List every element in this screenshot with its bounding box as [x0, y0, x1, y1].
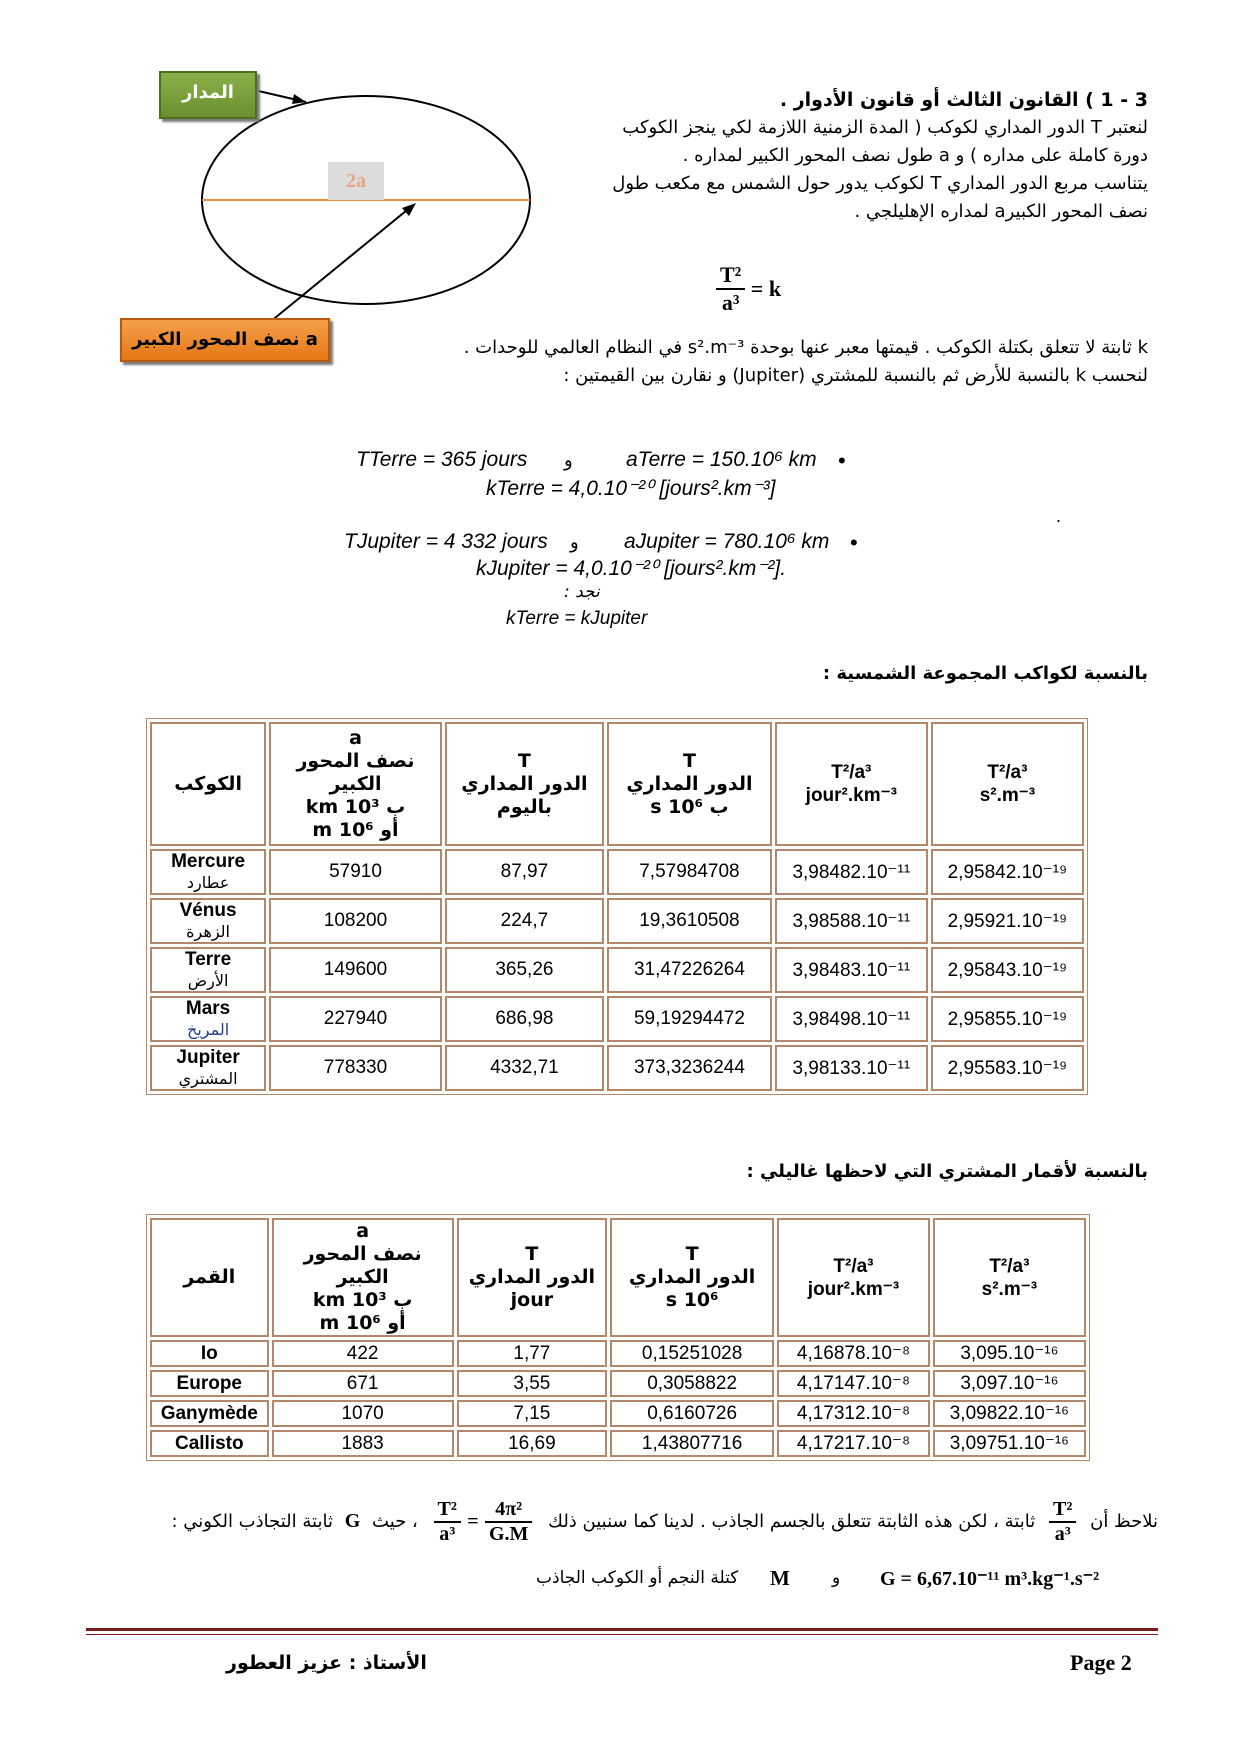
planet-T-days-cell: 686,98 — [445, 996, 604, 1042]
planet-name-cell — [150, 947, 266, 993]
conclusion-part1: نلاحظ أن — [1090, 1511, 1158, 1532]
planet-T-s-cell: 59,19294472 — [607, 996, 772, 1042]
col-ratio-days: T²/a³ jour².km⁻³ — [775, 722, 928, 846]
moon-row — [150, 1340, 1086, 1367]
bullet-2: • — [850, 530, 858, 555]
planet-a-cell: 778330 — [269, 1045, 442, 1091]
page-number: Page 2 — [1070, 1650, 1132, 1675]
planet-T-days-cell: 4332,71 — [445, 1045, 604, 1091]
stray-dot: . — [1056, 506, 1062, 526]
col-period-days: T الدور المداري باليوم — [445, 722, 604, 846]
formula-rhs-den: G.M — [488, 1523, 529, 1545]
major-axis-label: 2a — [328, 162, 384, 200]
moon-T-s-cell: 0,3058822 — [610, 1370, 774, 1397]
section-line-1: لنعتبر T الدور المداري لكوكب ( المدة الزمنية اللازمة لكي ينجز الكوكب — [622, 117, 1148, 138]
moon-name-cell: Ganymède — [150, 1400, 269, 1427]
conclusion-line — [120, 1498, 1158, 1546]
terre-period: TTerre = 365 jours — [356, 448, 528, 471]
col-moon-semi-axis: a نصف المحور الكبير ب 10³ km أو 10⁶ m — [272, 1218, 454, 1337]
conclusion-part2: ثابتة ، لكن هذه الثابتة تتعلق بالجسم الجاذب . لدينا كما سنبين ذلك — [548, 1511, 1036, 1532]
semi-axis-arrow-head — [402, 203, 416, 216]
planet-row — [150, 849, 1084, 895]
footer-rule-thick — [86, 1628, 1158, 1631]
moon-row — [150, 1430, 1086, 1457]
table2-heading: بالنسبة لأقمار المشتري التي لاحظها غاليلي : — [746, 1161, 1148, 1182]
moon-T-days-cell: 7,15 — [457, 1400, 607, 1427]
planet-name: Mercure — [171, 851, 246, 872]
g-value: G = 6,67.10⁻¹¹ m³.kg⁻¹.s⁻² — [880, 1568, 1100, 1590]
moons-table-body — [150, 1340, 1086, 1457]
moon-T-s-cell: 1,43807716 — [610, 1430, 774, 1457]
moon-name-cell: Io — [150, 1340, 269, 1367]
planet-name-ar: الأرض — [187, 971, 229, 990]
planet-name-ar: عطارد — [186, 873, 230, 892]
col-period-seconds: T الدور المداري ب 10⁶ s — [607, 722, 772, 846]
moon-T-days-cell: 16,69 — [457, 1430, 607, 1457]
semi-axis-arrow — [270, 206, 412, 322]
moon-T-days-cell: 1,77 — [457, 1340, 607, 1367]
col-moon-period-seconds: T الدور المداري 10⁶ s — [610, 1218, 774, 1337]
g-symbol: G — [344, 1510, 361, 1532]
planet-row — [150, 947, 1084, 993]
planet-T-days-cell: 365,26 — [445, 947, 604, 993]
planet-name: Terre — [185, 949, 232, 970]
moon-name-cell: Callisto — [150, 1430, 269, 1457]
section-title: 3 - 1 ) القانون الثالث أو قانون الأدوار . — [779, 89, 1148, 111]
k-description: k ثابتة لا تتعلق بكتلة الكوكب . قيمتها معبر عنها بوحدة s².m⁻³ في النظام العالمي للوحدات . — [463, 337, 1148, 358]
terre-semi-axis: aTerre = 150.10⁶ km — [626, 448, 817, 471]
planet-T-days-cell: 224,7 — [445, 898, 604, 944]
moon-r2-cell: 3,095.10⁻¹⁶ — [933, 1340, 1086, 1367]
mass-symbol: M — [770, 1566, 790, 1590]
formula-rhs-num: 4π² — [485, 1498, 532, 1523]
moon-r2-cell: 3,09822.10⁻¹⁶ — [933, 1400, 1086, 1427]
planet-name: Mars — [185, 998, 231, 1019]
third-law-formula — [716, 262, 781, 316]
gravitation-formula: $\frac{\text{T²}}{\text{a³}}$ = $\frac{\text{4π²}}{G.M}$ — [434, 1498, 533, 1546]
and-word-1: و — [564, 450, 573, 471]
planet-name-cell — [150, 996, 266, 1042]
we-find: نجد : — [564, 582, 600, 602]
planet-r1-cell: 3,98588.10⁻¹¹ — [775, 898, 928, 944]
footer-rule-thin — [86, 1634, 1158, 1635]
law-denominator: a³ — [721, 290, 740, 315]
planet-T-s-cell: 7,57984708 — [607, 849, 772, 895]
col-moon-period-days: T الدور المداري jour — [457, 1218, 607, 1337]
planet-r2-cell: 2,95583.10⁻¹⁹ — [931, 1045, 1084, 1091]
planet-r1-cell: 3,98482.10⁻¹¹ — [775, 849, 928, 895]
moon-r1-cell: 4,17217.10⁻⁸ — [777, 1430, 930, 1457]
planets-table — [146, 718, 1088, 1095]
jupiter-k: kJupiter = 4,0.10⁻²⁰ [jours².km⁻²]. — [476, 557, 787, 580]
jupiter-period: TJupiter = 4 332 jours — [344, 530, 548, 553]
moon-r2-cell: 3,09751.10⁻¹⁶ — [933, 1430, 1086, 1457]
moon-r1-cell: 4,17147.10⁻⁸ — [777, 1370, 930, 1397]
planet-name-ar: المريخ — [186, 1020, 230, 1039]
moon-row — [150, 1400, 1086, 1427]
table1-heading: بالنسبة لكواكب المجموعة الشمسية : — [822, 663, 1148, 684]
jupiter-semi-axis: aJupiter = 780.10⁶ km — [624, 530, 830, 553]
semi-axis-label: a نصف المحور الكبير — [120, 318, 330, 362]
moon-r1-cell: 4,16878.10⁻⁸ — [777, 1340, 930, 1367]
planet-r1-cell: 3,98498.10⁻¹¹ — [775, 996, 928, 1042]
teacher-name: الأستاذ : عزيز العطور — [226, 1652, 427, 1674]
col-semi-axis: a نصف المحور الكبير ب 10³ km أو 10⁶ m — [269, 722, 442, 846]
planet-r2-cell: 2,95843.10⁻¹⁹ — [931, 947, 1084, 993]
moon-a-cell: 671 — [272, 1370, 454, 1397]
and-word-3: و — [832, 1568, 841, 1588]
moon-a-cell: 1883 — [272, 1430, 454, 1457]
bullet-1: • — [838, 448, 846, 473]
col-moon-ratio-si: T²/a³ s².m⁻³ — [933, 1218, 1086, 1337]
orbit-label: المدار — [159, 71, 257, 119]
mass-description: كتلة النجم أو الكوكب الجاذب — [536, 1568, 739, 1588]
planet-a-cell: 227940 — [269, 996, 442, 1042]
conclusion-part4: ثابتة التجاذب الكوني : — [171, 1511, 333, 1532]
planet-name-cell — [150, 849, 266, 895]
planet-name: Jupiter — [176, 1047, 240, 1068]
planets-table-body — [150, 849, 1084, 1091]
law-numerator: T² — [716, 262, 745, 290]
planet-a-cell: 57910 — [269, 849, 442, 895]
planet-T-s-cell: 19,3610508 — [607, 898, 772, 944]
planet-name-ar: المشتري — [178, 1069, 238, 1088]
and-word-2: و — [570, 532, 579, 553]
ratio-denominator: a³ — [1054, 1523, 1071, 1545]
moon-T-days-cell: 3,55 — [457, 1370, 607, 1397]
col-ratio-si: T²/a³ s².m⁻³ — [931, 722, 1084, 846]
terre-k: kTerre = 4,0.10⁻²⁰ [jours².km⁻³] — [486, 477, 776, 500]
conclusion-part3: ، حيث — [372, 1511, 418, 1532]
k-equality: kTerre = kJupiter — [506, 608, 648, 629]
k-compute-intro: لنحسب k بالنسبة للأرض ثم بالنسبة للمشتري (Jupiter) و نقارن بين القيمتين : — [563, 365, 1148, 386]
planet-row — [150, 898, 1084, 944]
moon-r1-cell: 4,17312.10⁻⁸ — [777, 1400, 930, 1427]
col-planet: الكوكب — [150, 722, 266, 846]
ratio-numerator: T² — [1049, 1498, 1076, 1523]
moon-name-cell: Europe — [150, 1370, 269, 1397]
planet-r1-cell: 3,98483.10⁻¹¹ — [775, 947, 928, 993]
moon-T-s-cell: 0,15251028 — [610, 1340, 774, 1367]
planet-r2-cell: 2,95842.10⁻¹⁹ — [931, 849, 1084, 895]
section-line-2: دورة كاملة على مداره ) و a طول نصف المحور الكبير لمداره . — [682, 145, 1148, 166]
planet-a-cell: 108200 — [269, 898, 442, 944]
moon-r2-cell: 3,097.10⁻¹⁶ — [933, 1370, 1086, 1397]
planet-r1-cell: 3,98133.10⁻¹¹ — [775, 1045, 928, 1091]
planet-name-cell — [150, 1045, 266, 1091]
planet-r2-cell: 2,95921.10⁻¹⁹ — [931, 898, 1084, 944]
planet-T-s-cell: 373,3236244 — [607, 1045, 772, 1091]
col-moon-ratio-days: T²/a³ jour².km⁻³ — [777, 1218, 930, 1337]
planet-name: Vénus — [179, 900, 237, 921]
planet-row — [150, 996, 1084, 1042]
formula-lhs-den: a³ — [439, 1523, 456, 1545]
moon-T-s-cell: 0,6160726 — [610, 1400, 774, 1427]
moons-table — [146, 1214, 1090, 1461]
planet-name-cell — [150, 898, 266, 944]
moon-row — [150, 1370, 1086, 1397]
formula-lhs-num: T² — [434, 1498, 461, 1523]
planet-T-days-cell: 87,97 — [445, 849, 604, 895]
planet-row — [150, 1045, 1084, 1091]
section-line-3: يتناسب مربع الدور المداري T لكوكب يدور حول الشمس مع مكعب طول — [612, 173, 1148, 194]
planet-T-s-cell: 31,47226264 — [607, 947, 772, 993]
planet-r2-cell: 2,95855.10⁻¹⁹ — [931, 996, 1084, 1042]
section-line-4: نصف المحور الكبيرa لمداره الإهليلجي . — [854, 201, 1148, 222]
moon-a-cell: 422 — [272, 1340, 454, 1367]
planet-a-cell: 149600 — [269, 947, 442, 993]
col-moon: القمر — [150, 1218, 269, 1337]
moon-a-cell: 1070 — [272, 1400, 454, 1427]
planet-name-ar: الزهرة — [186, 922, 230, 941]
law-rhs: = k — [750, 276, 782, 301]
